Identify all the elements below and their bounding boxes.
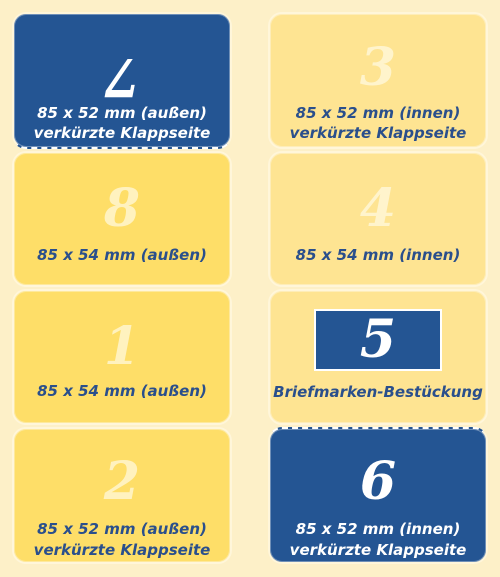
panel-6 [268, 427, 488, 564]
stamp-box [314, 309, 442, 371]
panel-number: 4 [359, 178, 397, 239]
panel-number: 2 [103, 451, 141, 512]
panel-note-label: verkürzte Klappseite [289, 541, 467, 559]
panel-7 [12, 12, 232, 149]
panel-size-label: 85 x 52 mm (innen) [295, 520, 461, 538]
panel-2 [12, 427, 232, 564]
panel-3 [268, 12, 488, 149]
panel-note-label: verkürzte Klappseite [33, 124, 211, 142]
panel-number: 7 [103, 46, 141, 107]
panel-note-label: verkürzte Klappseite [289, 124, 467, 142]
panel-size-label: 85 x 54 mm (außen) [37, 246, 207, 264]
panel-size-label: 85 x 52 mm (außen) [37, 520, 207, 538]
panel-size-label: 85 x 54 mm (außen) [37, 382, 207, 400]
panel-number: 6 [359, 451, 397, 512]
panel-number: 3 [359, 37, 397, 98]
panel-8 [12, 151, 232, 287]
panel-size-label: 85 x 54 mm (innen) [295, 246, 461, 264]
panel-stamp-label: Briefmarken-Bestückung [273, 383, 483, 401]
panel-size-label: 85 x 52 mm (innen) [295, 104, 461, 122]
panel-number: 1 [103, 316, 141, 377]
panel-5 [268, 289, 488, 425]
panel-size-label: 85 x 52 mm (außen) [37, 104, 207, 122]
panel-number: 5 [359, 309, 397, 370]
panel-4 [268, 151, 488, 287]
panel-1 [12, 289, 232, 425]
panel-number: 8 [103, 178, 141, 239]
panel-note-label: verkürzte Klappseite [33, 541, 211, 559]
